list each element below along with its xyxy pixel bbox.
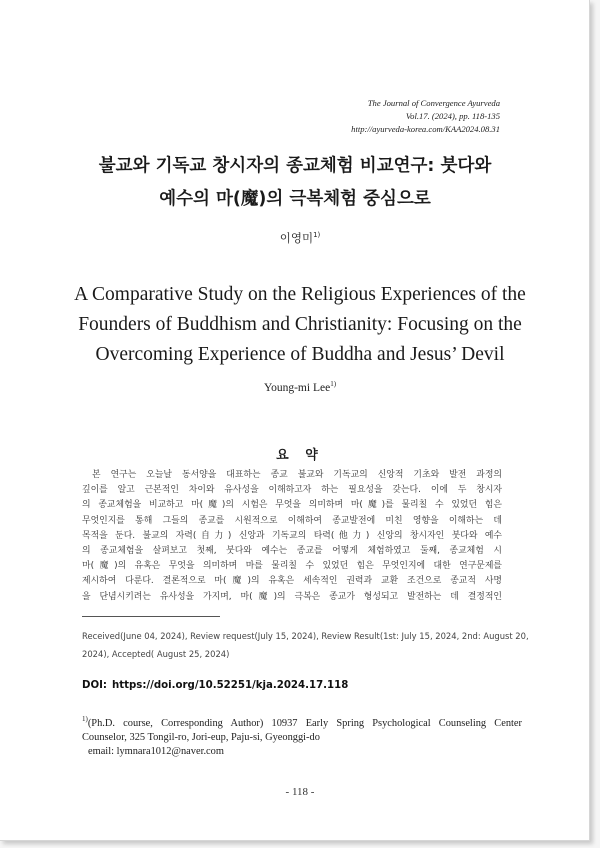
journal-volume-pages: Vol.17. (2024), pp. 118-135 [405,111,500,121]
english-author-footnote-mark[interactable]: 1) [330,380,337,388]
doi-link[interactable]: https://doi.org/10.52251/kja.2024.17.118 [111,680,349,691]
abstract-line: 본 연구는 오늘날 동서양을 대표하는 종교 불교와 기독교의 신앙적 기초와 발전 과정의 [92,470,502,480]
footnote-line-2: Counselor, 325 Tongil-ro, Jori-eup, Paju-si, Gyeonggi-do [82,731,320,743]
abstract-line: 마(魔)의 유혹은 무엇을 의미하며 마를 물리칠 수 있었던 힘은 무엇인지에 대한 연구문제를 [82,561,502,572]
journal-info [200,97,500,136]
received-dates-line-1: Received(June 04, 2024), Review request(July 15, 2024), Review Result(1st: July 15, 2024, 2nd: August 20, [82,631,529,641]
page-number: - 118 - [285,786,315,798]
doi [82,680,353,691]
korean-title-line-1: 불교와 기독교 창시자의 종교체험 비교연구: 붓다와 [98,156,492,176]
author-footnote [82,713,522,758]
abstract-body [82,468,502,605]
english-title-line-3: Overcoming Experience of Buddha and Jesus’ Devil [95,344,505,365]
journal-url[interactable]: http://ayurveda-korea.com/KAA2024.08.31 [351,124,500,134]
footnote-email[interactable]: email: lymnara1012@naver.com [88,745,224,757]
footnote-line-1 [82,713,522,731]
abstract-line: 제시하여 다룬다. 결론적으로 마(魔)의 유혹은 세속적인 권력과 교환 조건으로 종교적 사명 [82,576,502,587]
korean-author-footnote-mark[interactable]: 1) [313,231,321,239]
footnote-divider [82,616,220,617]
abstract-line: 무엇인지를 통해 그들의 종교를 시원적으로 이해하여 종교발전에 미친 영향을 이해하는 데 [82,515,502,526]
doi-label: DOI: [82,680,107,691]
korean-author-name: 이영미 [279,231,314,245]
received-dates-line-2: 2024), Accepted( August 25, 2024) [82,649,230,659]
received-dates [82,627,529,663]
english-author-name: Young-mi Lee [263,382,331,394]
abstract-line: 을 단념시키려는 유사성을 가지며, 마(魔)의 극복은 종교가 형성되고 발전하는 데 결정적인 [82,591,502,602]
abstract-line: 목적을 둔다. 불교의 자력(自力) 신앙과 기독교의 타력(他力) 신앙의 창시자인 붓다와 예수 [82,530,502,541]
abstract-line: 깊이를 알고 근본적인 차이와 유사성을 이해하고자 하는 필요성을 갖는다. 이에 두 창시자 [82,485,502,496]
abstract-line: 의 종교체험을 비교하고 마(魔)의 시험은 무엇을 의미하며 마(魔)를 물리칠 수 있었던 힘은 [82,500,502,511]
korean-author [0,230,600,246]
abstract-line: 의 종교체험을 살펴보고 첫째, 붓다와 예수는 종교를 어떻게 체험하였고 둘째, 종교체험 시 [82,546,502,557]
korean-title-line-2: 예수의 마(魔)의 극복체험 중심으로 [159,189,431,209]
english-author [0,380,600,394]
abstract-heading: 요 약 [276,448,324,463]
english-title-line-1: A Comparative Study on the Religious Experiences of the [74,284,526,305]
english-title-line-2: Founders of Buddhism and Christianity: Focusing on the [78,314,522,335]
footnote-mark: 1) [82,715,88,723]
journal-name: The Journal of Convergence Ayurveda [367,98,500,108]
footnote-affiliation: (Ph.D. course, Corresponding Author) 10937 Early Spring Psychological Counseling Center [87,718,522,729]
